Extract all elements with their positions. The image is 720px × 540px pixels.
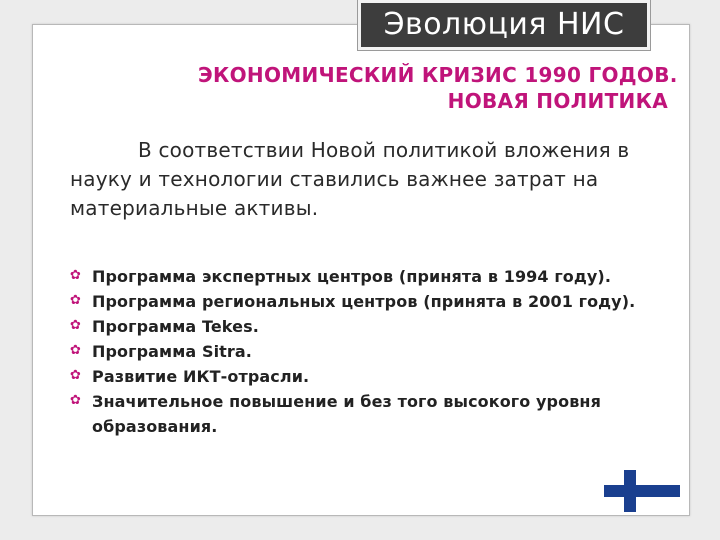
bullet-text: Значительное повышение и без того высокого уровня образования. xyxy=(92,392,601,436)
heading-line-1: ЭКОНОМИЧЕСКИЙ КРИЗИС 1990 ГОДОВ. xyxy=(198,63,678,87)
flower-bullet-icon: ✿ xyxy=(70,268,81,283)
slide-tab-title: Эволюция НИС xyxy=(358,0,650,50)
bullet-text: Программа Tekes. xyxy=(92,317,259,336)
flower-bullet-icon: ✿ xyxy=(70,293,81,308)
bullet-item xyxy=(68,389,688,439)
flower-bullet-icon: ✿ xyxy=(70,368,81,383)
flower-bullet-icon: ✿ xyxy=(70,343,81,358)
bullet-text: Программа экспертных центров (принята в 1994 году). xyxy=(92,267,612,286)
flag-cross-horizontal xyxy=(604,485,680,497)
flower-bullet-icon: ✿ xyxy=(70,318,81,333)
slide-heading xyxy=(198,62,678,114)
bullet-list xyxy=(68,264,688,439)
intro-paragraph: В соответствии Новой политикой вложения в науку и технологии ставились важнее затрат на материальные активы. xyxy=(70,138,630,220)
bullet-text: Программа региональных центров (принята в 2001 году). xyxy=(92,292,636,311)
heading-line-2: НОВАЯ ПОЛИТИКА xyxy=(447,89,668,113)
flower-bullet-icon: ✿ xyxy=(70,393,81,408)
bullet-item xyxy=(68,364,688,389)
bullet-item xyxy=(68,314,688,339)
bullet-item xyxy=(68,289,688,314)
bullet-text: Развитие ИКТ-отрасли. xyxy=(92,367,310,386)
bullet-item xyxy=(68,339,688,364)
bullet-text: Программа Sitra. xyxy=(92,342,252,361)
finland-flag-icon xyxy=(604,470,680,512)
bullet-item xyxy=(68,264,688,289)
